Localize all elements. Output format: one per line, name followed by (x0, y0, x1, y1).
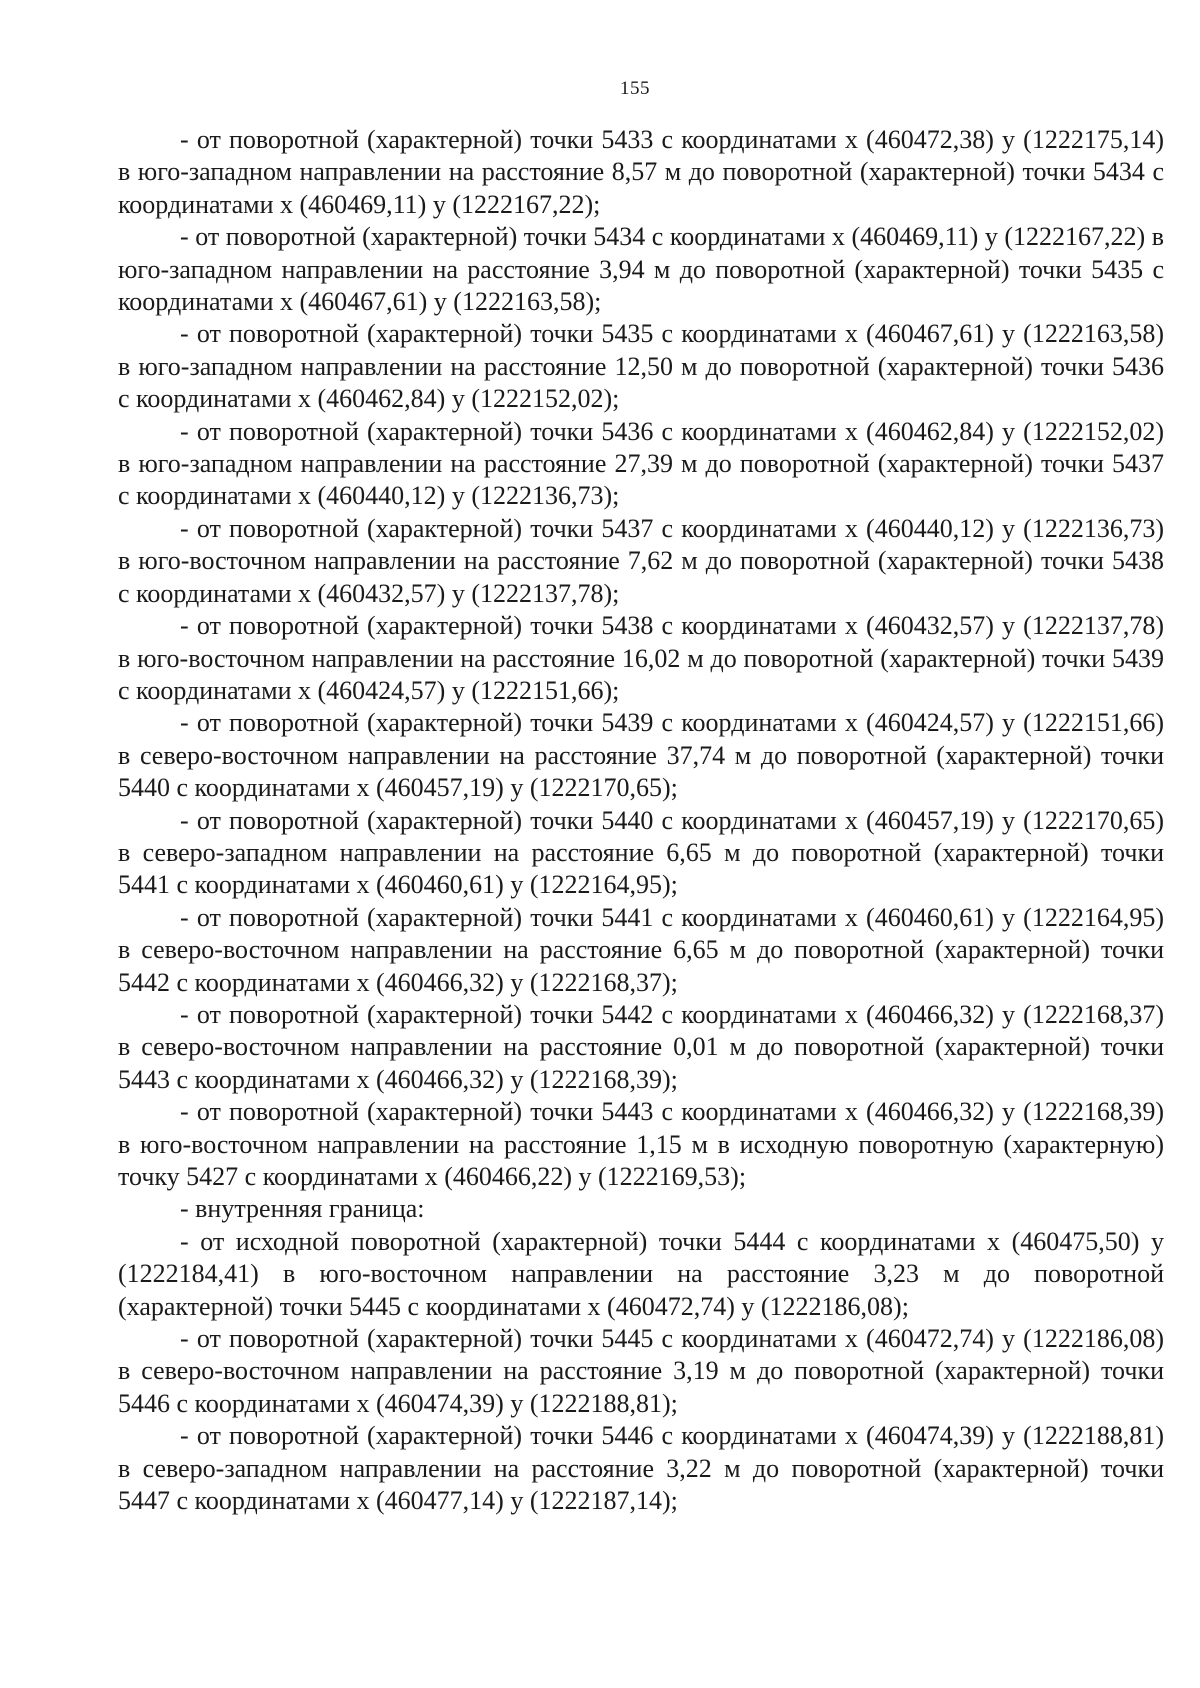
paragraph: - от исходной поворотной (характерной) точки 5444 с координатами x (460475,50) y (1222184,41) в юго-восточном направлении на расстояние 3,23 м до поворотной (характерной) точки 5445 с координатами x (460472,74) y (1222186,08); (118, 1226, 1164, 1321)
paragraph: - от поворотной (характерной) точки 5440 с координатами x (460457,19) y (1222170,65) в северо-западном направлении на расстояние 6,65 м до поворотной (характерной) точки 5441 с координатами x (460460,61) y (1222164,95); (118, 805, 1164, 900)
paragraph: - от поворотной (характерной) точки 5437 с координатами x (460440,12) y (1222136,73) в юго-восточном направлении на расстояние 7,62 м до поворотной (характерной) точки 5438 с координатами x (460432,57) y (1222137,78); (118, 513, 1164, 608)
paragraph: - от поворотной (характерной) точки 5438 с координатами x (460432,57) y (1222137,78) в юго-восточном направлении на расстояние 16,02 м до поворотной (характерной) точки 5439 с координатами x (460424,57) y (1222151,66); (118, 611, 1164, 705)
paragraph: - от поворотной (характерной) точки 5439 с координатами x (460424,57) y (1222151,66) в северо-восточном направлении на расстояние 37,74 м до поворотной (характерной) точки 5440 с координатами x (460457,19) y (1222170,65); (118, 708, 1164, 803)
paragraph: - от поворотной (характерной) точки 5442 с координатами x (460466,32) y (1222168,37) в северо-восточном направлении на расстояние 0,01 м до поворотной (характерной) точки 5443 с координатами x (460466,32) y (1222168,39); (118, 999, 1164, 1094)
paragraph: - от поворотной (характерной) точки 5435 с координатами x (460467,61) y (1222163,58) в юго-западном направлении на расстояние 12,50 м до поворотной (характерной) точки 5436 с координатами x (460462,84) y (1222152,02); (118, 319, 1164, 414)
paragraph: - от поворотной (характерной) точки 5446 с координатами x (460474,39) y (1222188,81) в северо-западном направлении на расстояние 3,22 м до поворотной (характерной) точки 5447 с координатами x (460477,14) y (1222187,14); (118, 1421, 1164, 1516)
paragraph: - от поворотной (характерной) точки 5441 с координатами x (460460,61) y (1222164,95) в северо-восточном направлении на расстояние 6,65 м до поворотной (характерной) точки 5442 с координатами x (460466,32) y (1222168,37); (118, 902, 1164, 997)
paragraph: - от поворотной (характерной) точки 5443 с координатами x (460466,32) y (1222168,39) в юго-восточном направлении на расстояние 1,15 м в исходную поворотную (характерную) точку 5427 с координатами x (460466,22) y (1222169,53); (118, 1097, 1164, 1191)
paragraph: - от поворотной (характерной) точки 5434 с координатами x (460469,11) y (1222167,22) в юго-западном направлении на расстояние 3,94 м до поворотной (характерной) точки 5435 с координатами x (460467,61) y (1222163,58); (118, 222, 1164, 317)
section-heading-inner-boundary: - внутренняя граница: (180, 1194, 425, 1224)
paragraph: - от поворотной (характерной) точки 5436 с координатами x (460462,84) y (1222152,02) в юго-западном направлении на расстояние 27,39 м до поворотной (характерной) точки 5437 с координатами x (460440,12) y (1222136,73); (118, 416, 1164, 511)
body-text (118, 124, 1164, 1517)
page-number: 155 (620, 78, 650, 99)
paragraph: - от поворотной (характерной) точки 5433 с координатами x (460472,38) y (1222175,14) в юго-западном направлении на расстояние 8,57 м до поворотной (характерной) точки 5434 с координатами x (460469,11) y (1222167,22); (118, 125, 1164, 219)
paragraph: - от поворотной (характерной) точки 5445 с координатами x (460472,74) y (1222186,08) в северо-восточном направлении на расстояние 3,19 м до поворотной (характерной) точки 5446 с координатами x (460474,39) y (1222188,81); (118, 1324, 1164, 1418)
